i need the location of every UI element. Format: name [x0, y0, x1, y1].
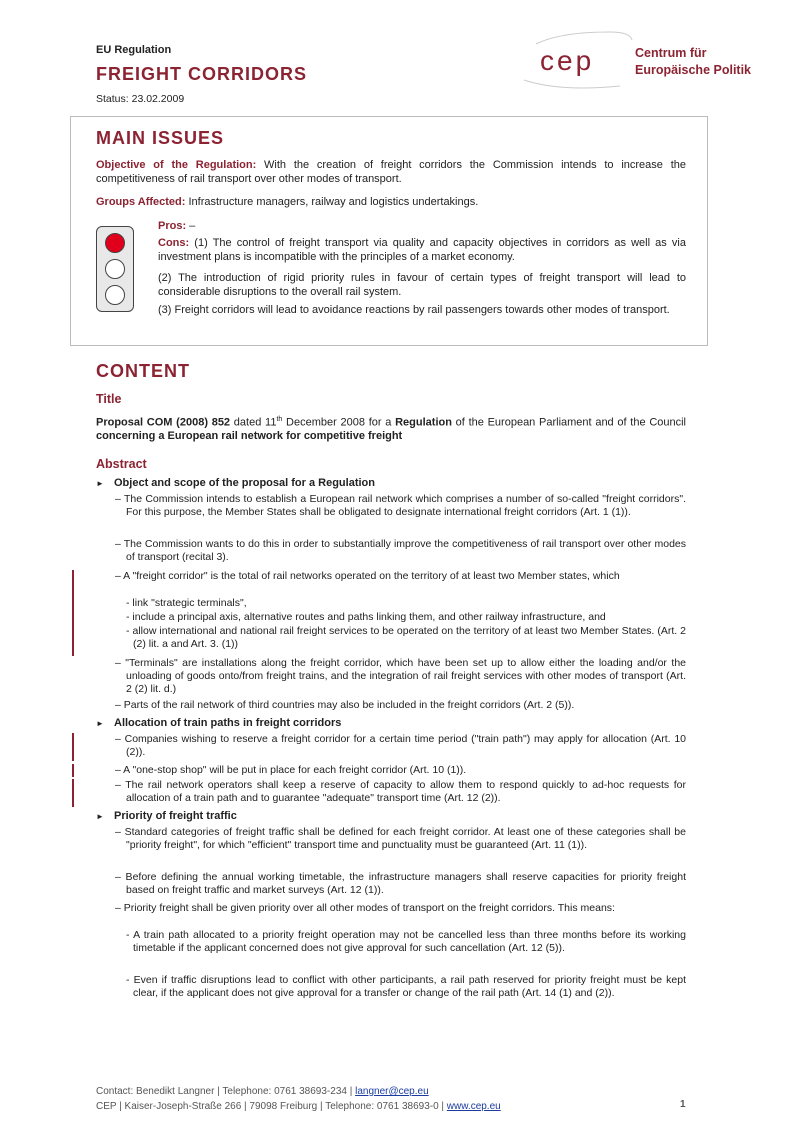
logo-name	[635, 45, 751, 79]
proposal-subject: concerning a European rail network for competitive freight	[96, 430, 403, 443]
sub-list-item: - Even if traffic disruptions lead to conflict with other participants, a rail path reserved for priority freight must be kept clear, if the applicant does not give approval for a transfer or change of the rail path (Art. 14 (1) and (2)).	[126, 974, 686, 999]
document-title: FREIGHT CORRIDORS	[96, 64, 308, 84]
footer-contact-text: Contact: Benedikt Langner | Telephone: 0761 38693-234 |	[96, 1086, 356, 1097]
pros-paragraph	[158, 220, 686, 234]
sub-list-item: - A train path allocated to a priority freight operation may not be cancelled less than three months before its working timetable if the applicant concerned does not give approval for such cancellation (Art. 12 (5)).	[126, 929, 686, 954]
title-heading: Title	[96, 392, 122, 406]
cons-paragraph-3: (3) Freight corridors will lead to avoidance reactions by rail passengers towards other modes of transport.	[158, 304, 670, 316]
footer	[96, 1084, 501, 1114]
status-date: Status: 23.02.2009	[96, 93, 185, 105]
content-heading: CONTENT	[96, 361, 190, 381]
green-lamp	[105, 285, 125, 305]
list-item: – The rail network operators shall keep a reserve of capacity to allow them to respond quickly to ad-hoc requests for allocation of a train path and to guarantee "adequate" transport time (Art. 12 (2)).	[115, 779, 686, 804]
proposal-regulation: Regulation	[395, 416, 452, 429]
email-link[interactable]: langner@cep.eu	[355, 1086, 429, 1097]
pros-text: –	[186, 220, 196, 232]
list-item: – The Commission wants to do this in order to substantially improve the competitiveness of rail transport over other modes of transport (recital 3).	[115, 538, 686, 563]
section-train-paths	[96, 717, 341, 729]
main-issues-heading: MAIN ISSUES	[96, 128, 225, 148]
document-type: EU Regulation	[96, 44, 172, 56]
list-item: – A "freight corridor" is the total of rail networks operated on the territory of at least two Member states, which	[115, 570, 620, 582]
cons-label: Cons:	[158, 237, 190, 249]
proposal-text-b: December 2008 for a	[282, 416, 396, 429]
change-bar	[72, 733, 74, 761]
proposal-text-c: of the European Parliament and of the Council	[451, 416, 687, 429]
section-object-scope	[96, 477, 375, 489]
objective-paragraph	[96, 159, 686, 186]
groups-label: Groups Affected:	[96, 196, 186, 208]
groups-text: Infrastructure managers, railway and logistics undertakings.	[185, 196, 479, 208]
proposal-sup: th	[276, 416, 283, 423]
section-priority-freight	[96, 810, 237, 822]
change-bar	[72, 764, 74, 777]
cep-logo-mark: cep	[540, 45, 595, 76]
traffic-light-icon	[96, 226, 134, 312]
change-bar	[72, 779, 74, 807]
footer-address-text: CEP | Kaiser-Joseph-Straße 266 | 79098 Freiburg | Telephone: 0761 38693-0 |	[96, 1101, 447, 1112]
list-item: – A "one-stop shop" will be put in place for each freight corridor (Art. 10 (1)).	[115, 764, 467, 776]
pros-label: Pros:	[158, 220, 187, 232]
bullet-arrow-icon: ►	[96, 719, 104, 728]
groups-paragraph	[96, 196, 686, 210]
list-item: – Parts of the rail network of third countries may also be included in the freight corridors (Art. 2 (5)).	[115, 699, 575, 711]
page-number: 1	[680, 1099, 686, 1110]
list-item: – "Terminals" are installations along the freight corridor, which have been set up to allow either the loading and/or the unloading of goods onto/from freight trains, and the integration of rail freight services with other modes of transport (Art. 2 (2) lit. d.)	[115, 657, 686, 695]
bullet-arrow-icon: ►	[96, 479, 104, 488]
proposal-number: Proposal COM (2008) 852	[96, 416, 231, 429]
cons-paragraph-2: (2) The introduction of rigid priority rules in favour of certain types of freight transport will lead to considerable disruptions to the overall rail system.	[158, 272, 686, 298]
bullet-arrow-icon: ►	[96, 812, 104, 821]
sub-list-item: - include a principal axis, alternative routes and paths linking them, and other railway infrastructure, and	[126, 611, 606, 623]
list-item: – Before defining the annual working timetable, the infrastructure managers shall reserve capacities for priority freight based on freight traffic and market surveys (Art. 12 (1)).	[115, 871, 686, 896]
footer-contact	[96, 1084, 501, 1099]
sub-list-item: - link "strategic terminals",	[126, 597, 247, 609]
footer-address	[96, 1099, 501, 1114]
red-lamp	[105, 233, 125, 253]
proposal-title	[96, 413, 686, 444]
logo-line-1: Centrum für	[635, 46, 707, 60]
objective-label: Objective of the Regulation:	[96, 159, 257, 171]
section-title: Priority of freight traffic	[114, 810, 237, 822]
section-title: Object and scope of the proposal for a Regulation	[114, 477, 375, 489]
proposal-text-a: dated 11	[230, 416, 277, 429]
objective-text: With the creation of freight corridors the Commission intends to increase the competitiveness of rail transport over other modes of transport.	[96, 159, 686, 185]
cons-text-1: (1) The control of freight transport via quality and capacity objectives in corridors as well as via investment plans is incompatible with the principles of a market economy.	[158, 237, 686, 263]
list-item: – The Commission intends to establish a European rail network which comprises a number of so-called "freight corridors". For this purpose, the Member States shall be obligated to designate international freight corridors (Art. 1 (1)).	[115, 493, 686, 518]
change-bar	[72, 570, 74, 656]
section-title: Allocation of train paths in freight corridors	[114, 717, 342, 729]
abstract-heading: Abstract	[96, 457, 147, 471]
list-item: – Priority freight shall be given priority over all other modes of transport on the freight corridors. This means:	[115, 902, 615, 914]
logo-line-2: Europäische Politik	[635, 63, 752, 77]
sub-list-item: - allow international and national rail freight services to be operated on the territory of at least two Member States. (Art. 2 (2) lit. a and Art. 3. (1))	[126, 625, 686, 650]
list-item: – Standard categories of freight traffic shall be defined for each freight corridor. At least one of these categories shall be "priority freight", for which "efficient" transport time and punctuality must be guaranteed (Art. 11 (1)).	[115, 826, 686, 851]
list-item: – Companies wishing to reserve a freight corridor for a certain time period ("train path") may apply for allocation (Art. 10 (2)).	[115, 733, 686, 758]
yellow-lamp	[105, 259, 125, 279]
website-link[interactable]: www.cep.eu	[446, 1101, 501, 1112]
cons-paragraph-1	[158, 237, 686, 264]
